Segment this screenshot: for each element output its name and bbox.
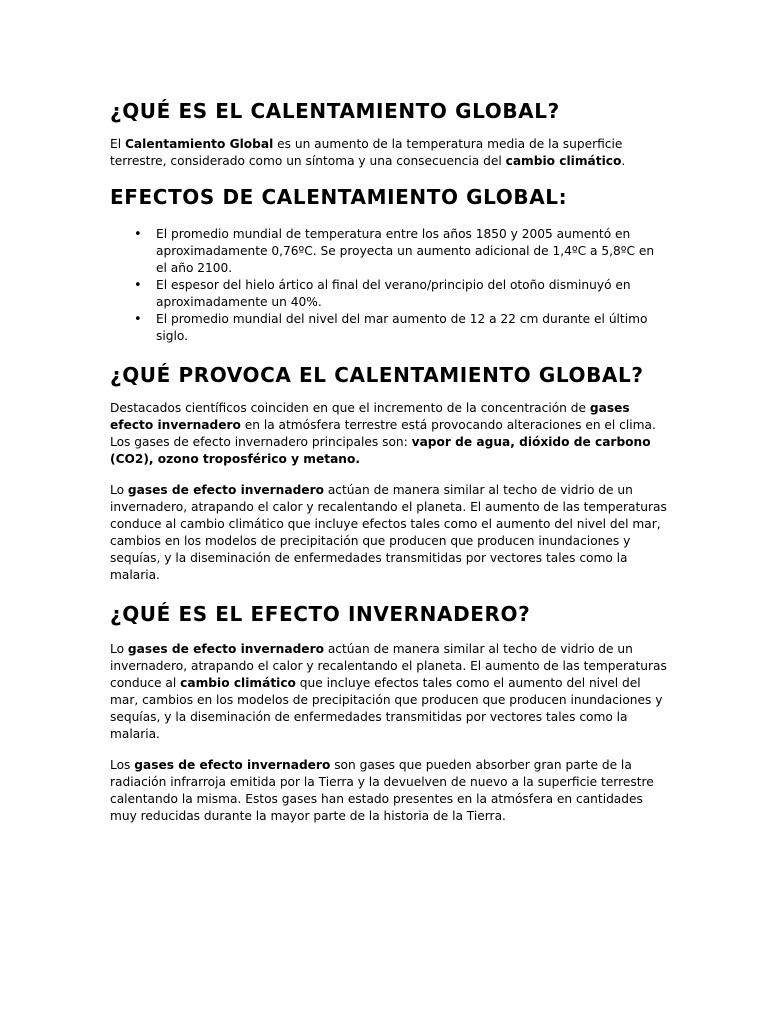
paragraph-radiacion: Los gases de efecto invernadero son gases que pueden absorber gran parte de la radiación infrarroja emitida por la Tierra y la devuelven de nuevo a la superficie terrestre calentando la misma. Estos gases han estado presentes en la atmósfera en cantidades muy reducidas durante la mayor parte de la historia de la Tierra.: [110, 758, 654, 823]
paragraph-definicion: El Calentamiento Global es un aumento de la temperatura media de la superficie terrestre, considerado como un síntoma y una consecuencia del cambio climático.: [110, 137, 626, 168]
heading-que-provoca: ¿QUÉ PROVOCA EL CALENTAMIENTO GLOBAL?: [110, 363, 644, 387]
heading-que-es-calentamiento: ¿QUÉ ES EL CALENTAMIENTO GLOBAL?: [110, 99, 560, 123]
section-efecto-invernadero: [110, 601, 668, 825]
paragraph-techo-vidrio: Lo gases de efecto invernadero actúan de manera similar al techo de vidrio de un invernadero, atrapando el calor y recalentando el planeta. El aumento de las temperaturas conduce al cambio climático que incluye efectos tales como el aumento del nivel del mar, cambios en los modelos de precipitación que producen que producen inundaciones y sequías, y la diseminación de enfermedades transmitidas por vectores tales como la malaria.: [110, 642, 667, 741]
heading-efecto-invernadero: ¿QUÉ ES EL EFECTO INVERNADERO?: [110, 602, 531, 626]
section-que-provoca: [110, 362, 668, 584]
list-item: • El promedio mundial de temperatura entre los años 1850 y 2005 aumentó en aproximadamente 0,76ºC. Se proyecta un aumento adicional de 1,4ºC a 5,8ºC en el año 2100.: [156, 226, 668, 277]
paragraph-gases-efecto: Lo gases de efecto invernadero actúan de manera similar al techo de vidrio de un invernadero, atrapando el calor y recalentando el planeta. El aumento de las temperaturas conduce al cambio climático que incluye efectos tales como el aumento del nivel del mar, cambios en los modelos de precipitación que producen que producen inundaciones y sequías, y la diseminación de enfermedades transmitidas por vectores tales como la malaria.: [110, 483, 667, 582]
section-que-es-calentamiento: [110, 98, 668, 170]
section-efectos: [110, 184, 668, 345]
heading-efectos: EFECTOS DE CALENTAMIENTO GLOBAL:: [110, 185, 568, 209]
list-item: • El promedio mundial del nivel del mar aumento de 12 a 22 cm durante el último siglo.: [156, 311, 668, 345]
list-item: • El espesor del hielo ártico al final del verano/principio del otoño disminuyó en aproximadamente un 40%.: [156, 277, 668, 311]
paragraph-cientificos: Destacados científicos coinciden en que el incremento de la concentración de gases efecto invernadero en la atmósfera terrestre está provocando alteraciones en el clima. Los gases de efecto invernadero principales son: vapor de agua, dióxido de carbono (CO2), ozono troposférico y metano.: [110, 401, 656, 466]
efectos-list: [110, 226, 668, 345]
